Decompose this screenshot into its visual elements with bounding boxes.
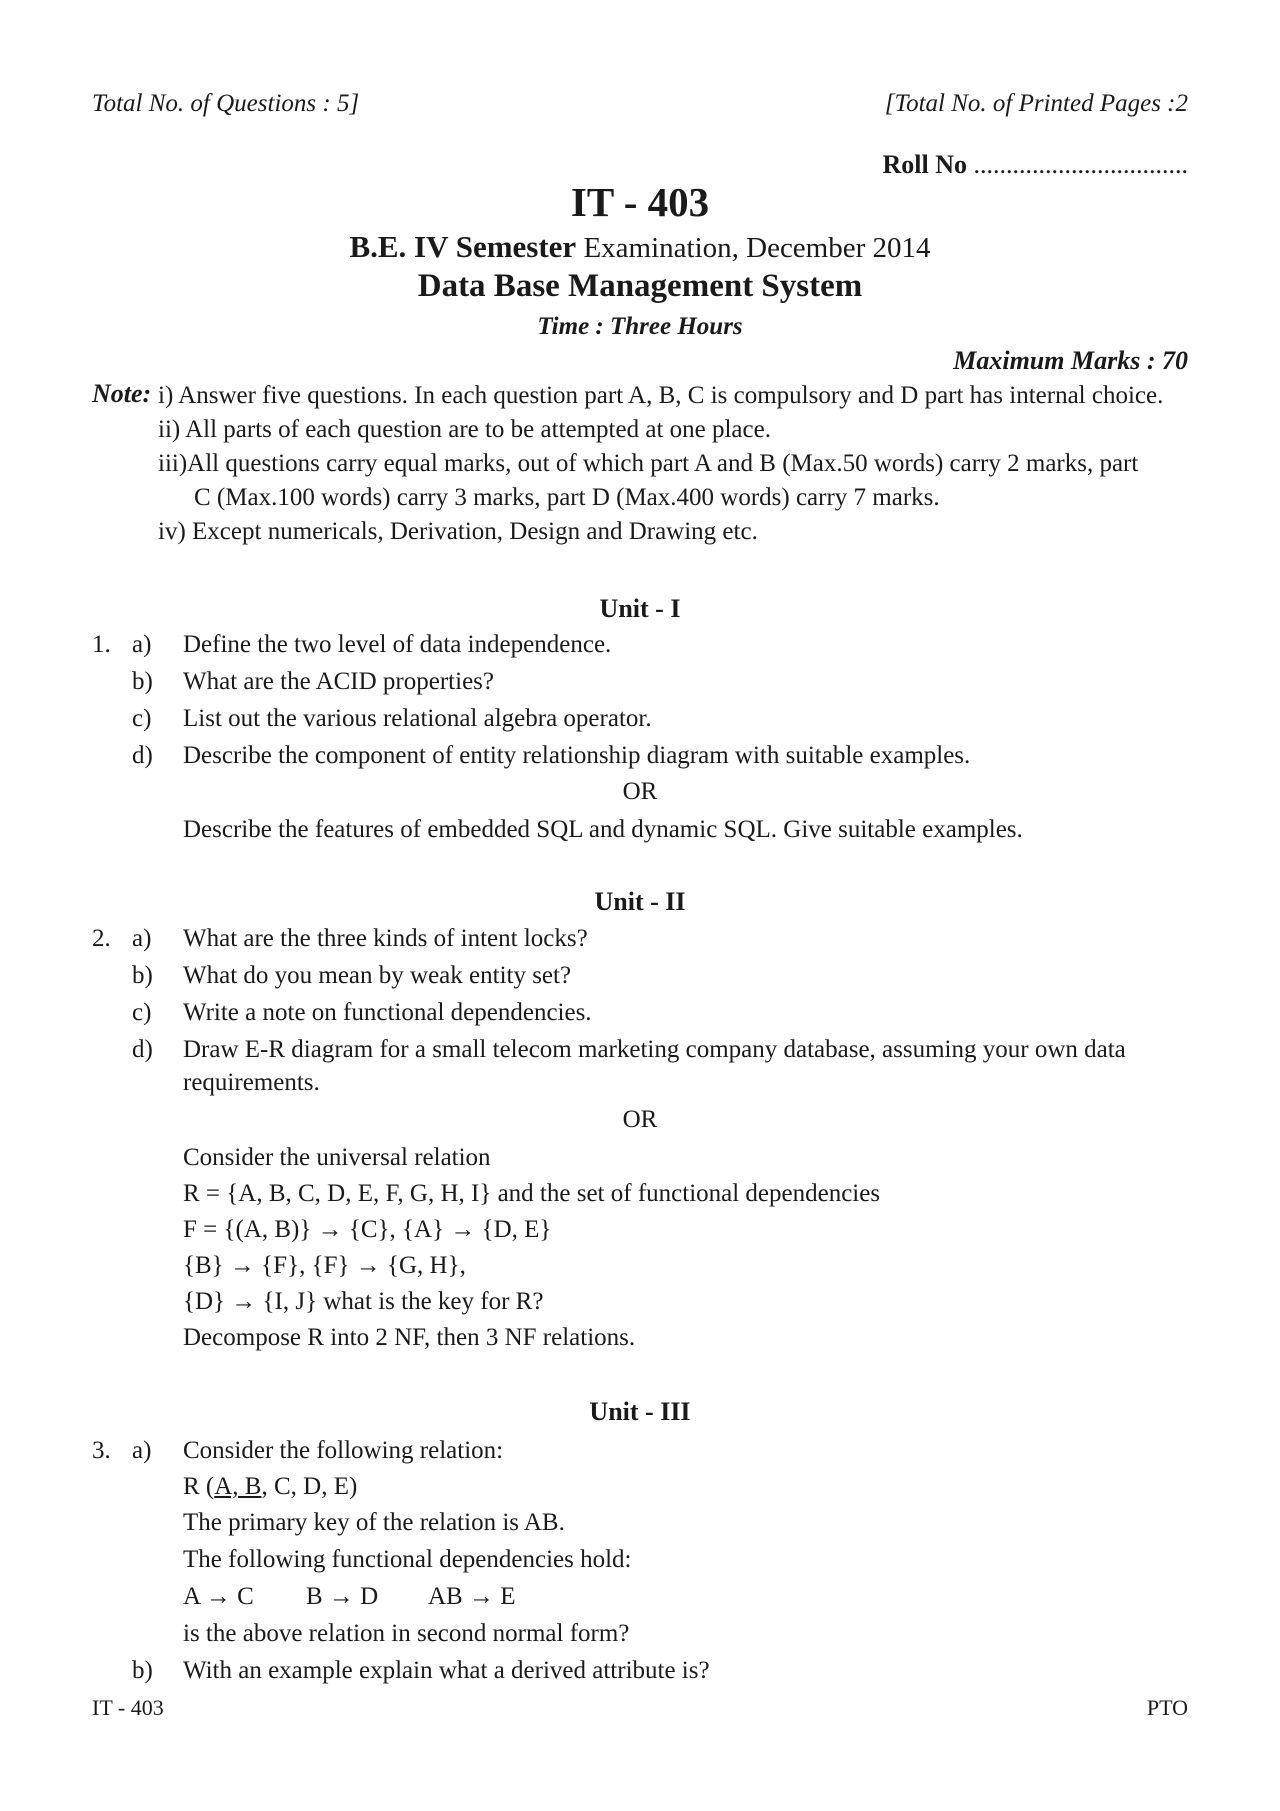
question-text: Define the two level of data independence.	[183, 631, 612, 658]
question-text: R = {A, B, C, D, E, F, G, H, I} and the set of functional dependencies	[183, 1180, 881, 1207]
question-text: List out the various relational algebra operator.	[183, 705, 652, 732]
question-text: F = {(A, B)} → {C}, {A} → {D, E}	[183, 1216, 552, 1243]
part-label: d)	[132, 742, 153, 769]
question-text: {B} → {F}, {F} → {G, H},	[183, 1252, 466, 1279]
note-item-3: iii)All questions carry equal marks, out of which part A and B (Max.50 words) carry 2 marks, part	[158, 450, 1139, 477]
question-text: requirements.	[183, 1069, 320, 1096]
printed-pages: [Total No. of Printed Pages :2	[884, 90, 1188, 117]
note-item-4: iv) Except numericals, Derivation, Design and Drawing etc.	[158, 518, 758, 545]
note-label: Note:	[92, 379, 152, 408]
part-label: a)	[132, 631, 152, 658]
question-number: 1.	[92, 631, 111, 658]
semester: B.E. IV Semester	[349, 229, 577, 264]
question-text: What do you mean by weak entity set?	[183, 962, 572, 989]
roll-dots: .................................	[973, 150, 1188, 179]
part-label: a)	[132, 1437, 152, 1464]
note-item-2: ii) All parts of each question are to be attempted at one place.	[158, 416, 771, 443]
question-text: The primary key of the relation is AB.	[183, 1509, 565, 1536]
question-text: Draw E-R diagram for a small telecom marketing company database, assuming your own data	[183, 1036, 1126, 1063]
question-text: Decompose R into 2 NF, then 3 NF relations.	[183, 1324, 636, 1351]
footer-pto: PTO	[1146, 1695, 1188, 1720]
part-label: c)	[132, 705, 152, 732]
functional-dependency: B → D	[306, 1583, 379, 1610]
exam-date: Examination, December 2014	[583, 232, 931, 264]
part-label: b)	[132, 1657, 153, 1684]
question-text: Consider the following relation:	[183, 1437, 504, 1464]
note-item-1: i) Answer five questions. In each question part A, B, C is compulsory and D part has internal choice.	[158, 382, 1164, 409]
primary-key: A, B	[214, 1473, 262, 1500]
question-text: {D} → {I, J} what is the key for R?	[183, 1288, 544, 1315]
question-text: What are the ACID properties?	[183, 668, 494, 695]
question-text: With an example explain what a derived attribute is?	[183, 1657, 710, 1684]
note-item-3-cont: C (Max.100 words) carry 3 marks, part D (Max.400 words) carry 7 marks.	[194, 484, 940, 511]
functional-dependency: AB → E	[428, 1583, 516, 1610]
or-separator: OR	[622, 1106, 658, 1133]
part-label: a)	[132, 925, 152, 952]
unit-heading: Unit - II	[594, 887, 686, 916]
unit-heading: Unit - I	[599, 594, 681, 623]
relation-schema: R (A, B, C, D, E)	[183, 1473, 358, 1500]
question-text: Describe the features of embedded SQL and dynamic SQL. Give suitable examples.	[183, 816, 1023, 843]
unit-heading: Unit - III	[589, 1397, 691, 1426]
part-label: c)	[132, 999, 152, 1026]
maximum-marks: Maximum Marks : 70	[953, 346, 1188, 375]
time-allowed: Time : Three Hours	[537, 313, 743, 340]
question-text: What are the three kinds of intent locks?	[183, 925, 588, 952]
question-text: The following functional dependencies hold:	[183, 1546, 632, 1573]
functional-dependency: A → C	[183, 1583, 254, 1610]
question-text: Consider the universal relation	[183, 1144, 491, 1171]
question-text: is the above relation in second normal form?	[183, 1620, 630, 1647]
part-label: b)	[132, 962, 153, 989]
roll-number-line	[883, 150, 1189, 180]
question-text: Describe the component of entity relationship diagram with suitable examples.	[183, 742, 971, 769]
or-separator: OR	[622, 778, 658, 805]
roll-label: Roll No	[882, 150, 967, 179]
question-number: 2.	[92, 925, 111, 952]
paper-code: IT - 403	[570, 179, 710, 225]
question-text: Write a note on functional dependencies.	[183, 999, 592, 1026]
footer-code: IT - 403	[92, 1695, 164, 1720]
part-label: d)	[132, 1036, 153, 1063]
subject-title: Data Base Management System	[417, 268, 863, 304]
part-label: b)	[132, 668, 153, 695]
total-questions: Total No. of Questions : 5]	[92, 90, 360, 117]
question-number: 3.	[92, 1437, 111, 1464]
exam-line	[0, 229, 1280, 265]
